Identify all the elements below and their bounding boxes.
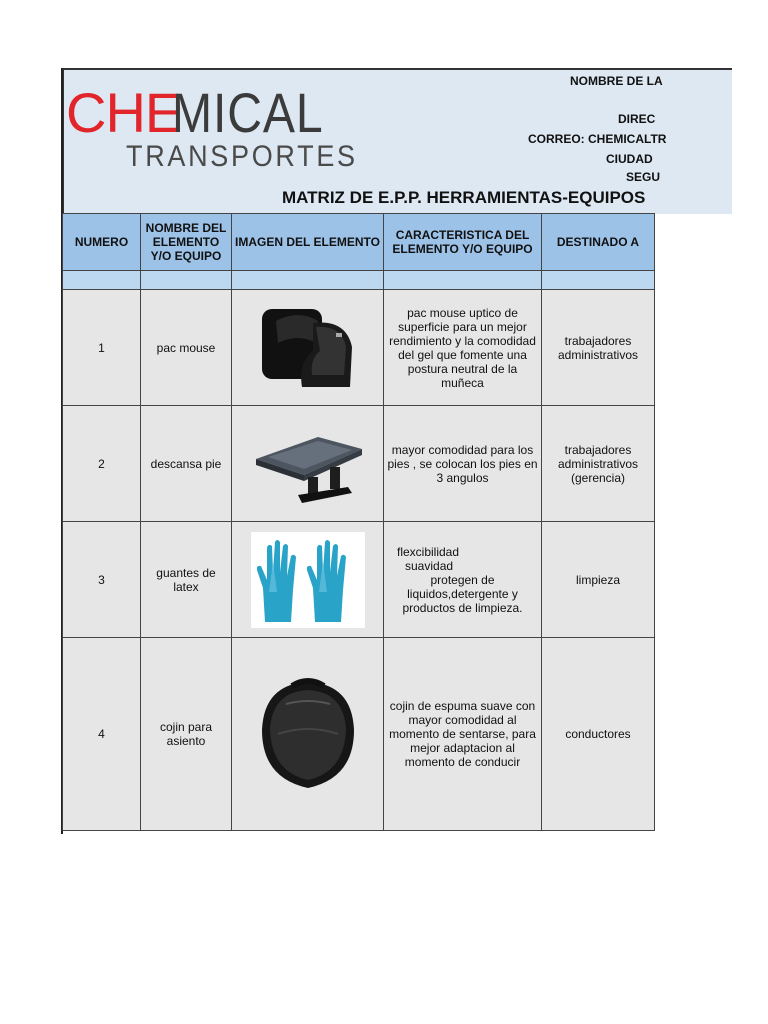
sheet-header [62,68,732,214]
row-item-name: cojin para asiento [141,638,232,831]
logo-mical-text: MICAL [172,81,324,144]
row-number: 1 [63,290,141,406]
row-number: 2 [63,406,141,522]
row-item-name: pac mouse [141,290,232,406]
row-image-cell [232,290,384,406]
col-header-numero: NUMERO [63,214,141,271]
table-row [63,638,655,831]
seat-cushion-image [256,674,360,794]
row-characteristic: pac mouse uptico de superficie para un mejor rendimiento y la comodidad del gel que fomente una postura neutral de la muñeca [384,290,542,406]
row-destined: conductores [542,638,655,831]
header-security: SEGU [626,170,661,184]
row-number: 3 [63,522,141,638]
row-destined: trabajadores administrativos [542,290,655,406]
row-destined: limpieza [542,522,655,638]
characteristic-line-1: flexcibilidad [397,544,460,559]
table-row [63,406,655,522]
header-city: CIUDAD [606,152,653,166]
characteristic-line-2: suavidad [405,558,454,573]
table-row [63,290,655,406]
row-characteristic: mayor comodidad para los pies , se colocan los pies en 3 angulos [384,406,542,522]
header-company-name: NOMBRE DE LA [570,74,663,88]
footrest-image [248,419,368,509]
row-image-cell [232,638,384,831]
characteristic-line-3: protegen de liquidos,detergente y productos de limpieza. [402,572,523,615]
mouse-pad-gel-image [258,303,358,393]
header-email: CORREO: CHEMICALTR [528,132,667,146]
col-header-destinado: DESTINADO A [542,214,655,271]
latex-gloves-image [251,532,365,628]
epp-matrix-table [62,213,655,831]
col-header-caracteristica: CARACTERISTICA DEL ELEMENTO Y/O EQUIPO [384,214,542,271]
row-characteristic [384,522,542,638]
row-destined: trabajadores administrativos (gerencia) [542,406,655,522]
table-header-row [63,214,655,271]
row-characteristic: cojin de espuma suave con mayor comodidad al momento de sentarse, para mejor adaptacion al momento de conducir [384,638,542,831]
logo-che-text: CHE [66,81,182,144]
col-header-imagen: IMAGEN DEL ELEMENTO [232,214,384,271]
logo-transportes-text: TRANSPORTES [126,140,358,173]
row-image-cell [232,522,384,638]
table-spacer-row [63,271,655,290]
row-image-cell [232,406,384,522]
row-item-name: guantes de latex [141,522,232,638]
row-number: 4 [63,638,141,831]
col-header-nombre: NOMBRE DEL ELEMENTO Y/O EQUIPO [141,214,232,271]
matrix-title: MATRIZ DE E.P.P. HERRAMIENTAS-EQUIPOS [282,188,646,207]
table-row [63,522,655,638]
row-item-name: descansa pie [141,406,232,522]
header-address: DIREC [618,112,656,126]
